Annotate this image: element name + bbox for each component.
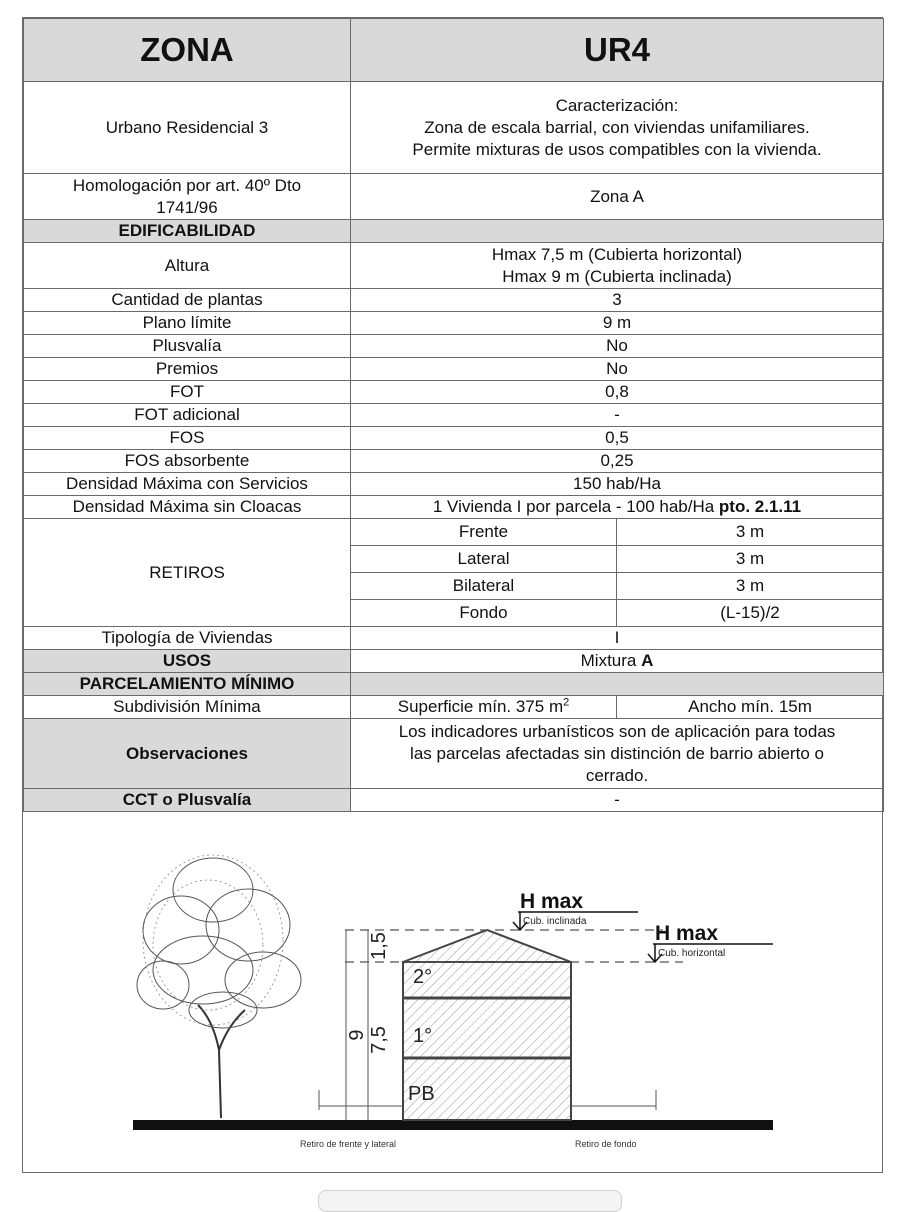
section-parcelamiento-title: PARCELAMIENTO MÍNIMO: [24, 673, 351, 696]
indicator-value: 150 hab/Ha: [351, 473, 884, 496]
altura-label: Altura: [24, 243, 351, 289]
subdivision-ancho: Ancho mín. 15m: [617, 696, 884, 719]
zona-code: UR4: [351, 19, 884, 82]
indicator-label: FOT adicional: [24, 404, 351, 427]
altura-value: [351, 243, 884, 289]
section-usos-title: USOS: [24, 650, 351, 673]
retiro-row-frente: [24, 519, 884, 546]
subdivision-row: [24, 696, 884, 719]
section-edificabilidad-fill: [351, 220, 884, 243]
indicator-value: 0,25: [351, 450, 884, 473]
zone-row: [24, 82, 884, 174]
zoning-table: [23, 18, 884, 812]
densidad-sin-cloacas-label: Densidad Máxima sin Cloacas: [24, 496, 351, 519]
dim-7-5-label: 7,5: [368, 1026, 390, 1054]
indicator-row: [24, 473, 884, 496]
indicator-label: Plano límite: [24, 312, 351, 335]
densidad-sin-cloacas-row: [24, 496, 884, 519]
tipologia-value: I: [351, 627, 884, 650]
retiro-fondo-caption: Retiro de fondo: [575, 1139, 637, 1149]
indicator-rows: [24, 289, 884, 496]
retiro-name: Bilateral: [351, 573, 617, 600]
zona-label: ZONA: [24, 19, 351, 82]
homologacion-value: Zona A: [351, 174, 884, 220]
cct-row: [24, 789, 884, 812]
indicator-row: [24, 404, 884, 427]
homologacion-label: [24, 174, 351, 220]
altura-value-inclinada: Hmax 9 m (Cubierta inclinada): [502, 266, 732, 286]
section-edificabilidad-title: EDIFICABILIDAD: [24, 220, 351, 243]
ground-line: [133, 1120, 773, 1130]
retiro-value: 3 m: [617, 546, 884, 573]
char-line-1: Zona de escala barrial, con viviendas unifamiliares.: [424, 117, 810, 137]
cct-label: CCT o Plusvalía: [24, 789, 351, 812]
homologacion-label-line-1: Homologación por art. 40º Dto: [72, 175, 302, 195]
floor-pb-label: PB: [408, 1083, 435, 1105]
altura-value-horizontal: Hmax 7,5 m (Cubierta horizontal): [491, 244, 743, 264]
indicator-row: [24, 358, 884, 381]
indicator-row: [24, 381, 884, 404]
observaciones-label: Observaciones: [24, 719, 351, 789]
densidad-sin-cloacas-text: 1 Vivienda I por parcela - 100 hab/Ha: [432, 497, 719, 516]
indicator-label: FOT: [24, 381, 351, 404]
indicator-label: FOS absorbente: [24, 450, 351, 473]
densidad-sin-cloacas-value: [351, 496, 884, 519]
zoning-sheet: [22, 17, 883, 1173]
superficie-text: Superficie mín. 375 m: [397, 697, 564, 716]
retiro-name: Fondo: [351, 600, 617, 627]
zone-characterization: [351, 82, 884, 174]
retiro-value: (L-15)/2: [617, 600, 884, 627]
building-height-diagram: [23, 820, 883, 1172]
section-edificabilidad: [24, 220, 884, 243]
usos-value: [351, 650, 884, 673]
section-parcelamiento-fill: [351, 673, 884, 696]
indicator-value: 3: [351, 289, 884, 312]
indicator-value: -: [351, 404, 884, 427]
indicator-value: 0,5: [351, 427, 884, 450]
tipologia-label: Tipología de Viviendas: [24, 627, 351, 650]
superficie-superscript: 2: [563, 696, 570, 709]
subdivision-label: Subdivisión Mínima: [24, 696, 351, 719]
retiros-label: RETIROS: [24, 519, 351, 627]
diagram-svg: [23, 820, 883, 1172]
indicator-value: No: [351, 358, 884, 381]
subdivision-superficie: [351, 696, 617, 719]
usos-mixtura-code: A: [641, 651, 654, 670]
tipologia-row: [24, 627, 884, 650]
indicator-value: No: [351, 335, 884, 358]
floor-2-label: 2°: [413, 966, 433, 988]
zone-name: Urbano Residencial 3: [24, 82, 351, 174]
observaciones-line-1: Los indicadores urbanísticos son de aplicación para todas: [398, 721, 836, 741]
char-title: Caracterización:: [555, 95, 679, 115]
homologacion-label-line-2: 1741/96: [156, 197, 218, 217]
observaciones-row: [24, 719, 884, 789]
densidad-sin-cloacas-ref: pto. 2.1.11: [718, 497, 802, 516]
dim-9-label: 9: [346, 1029, 368, 1041]
indicator-row: [24, 289, 884, 312]
observaciones-line-2: las parcelas afectadas sin distinción de barrio abierto o: [410, 743, 824, 763]
indicator-label: Premios: [24, 358, 351, 381]
indicator-label: Plusvalía: [24, 335, 351, 358]
indicator-value: 9 m: [351, 312, 884, 335]
indicator-row: [24, 427, 884, 450]
section-parcelamiento: [24, 673, 884, 696]
floor-1-label: 1°: [413, 1025, 433, 1047]
hmax-inclinada-caption: Cub. inclinada: [523, 916, 587, 927]
page-scroll-tab[interactable]: [318, 1190, 622, 1212]
header-row: [24, 19, 884, 82]
indicator-row: [24, 312, 884, 335]
retiro-name: Lateral: [351, 546, 617, 573]
indicator-row: [24, 335, 884, 358]
observaciones-line-3: cerrado.: [585, 765, 649, 785]
retiro-frente-caption: Retiro de frente y lateral: [300, 1139, 397, 1149]
indicator-label: FOS: [24, 427, 351, 450]
cct-value: -: [351, 789, 884, 812]
retiro-name: Frente: [351, 519, 617, 546]
indicator-label: Densidad Máxima con Servicios: [24, 473, 351, 496]
usos-prefix: Mixtura: [580, 651, 642, 670]
hmax-horizontal-title: H max: [655, 922, 719, 945]
observaciones-text: [351, 719, 884, 789]
retiro-value: 3 m: [617, 573, 884, 600]
altura-row: [24, 243, 884, 289]
usos-row: [24, 650, 884, 673]
homologacion-row: [24, 174, 884, 220]
indicator-value: 0,8: [351, 381, 884, 404]
tree-illustration: [137, 855, 301, 1118]
indicator-label: Cantidad de plantas: [24, 289, 351, 312]
hmax-horizontal-caption: Cub. horizontal: [658, 948, 726, 959]
retiro-value: 3 m: [617, 519, 884, 546]
dim-1-5-label: 1,5: [368, 932, 390, 960]
indicator-row: [24, 450, 884, 473]
hmax-inclinada-title: H max: [520, 890, 584, 913]
char-line-2: Permite mixturas de usos compatibles con la vivienda.: [412, 139, 822, 159]
